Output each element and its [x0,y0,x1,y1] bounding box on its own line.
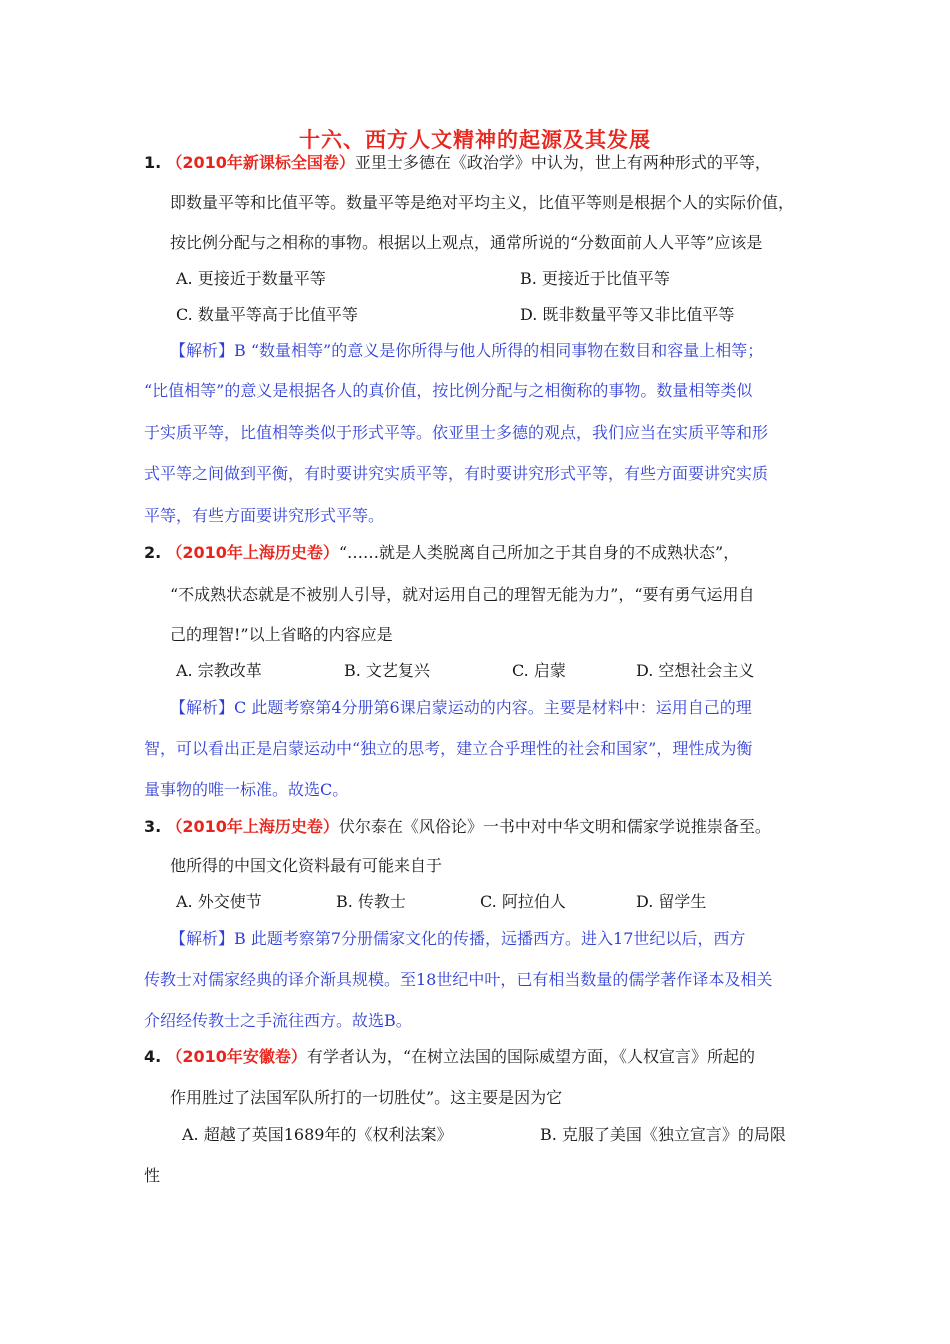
page-title: 十六、西方人文精神的起源及其发展 [299,128,651,152]
question-stem: “……就是人类脱离自己所加之于其自身的不成熟状态”， [338,543,740,562]
question-stem: 有学者认为，“在树立法国的国际威望方面，《人权宣言》所起的 [306,1047,756,1066]
analysis-tag: 【解析】 [170,929,235,948]
question-source: （2010年上海历史卷） [166,817,339,836]
question-stem: “不成熟状态就是不被别人引导，就对运用自己的理智无能为力”，“要有勇气运用自 [170,585,755,604]
analysis-text: B “数量相等”的意义是你所得与他人所得的相同事物在数目和容量上相等； [234,341,764,360]
question-1-line-1 [144,152,771,174]
question-number: 4. [144,1047,162,1066]
option-b: B. 传教士 [336,892,406,911]
analysis-line [170,340,763,362]
option-d: D. 空想社会主义 [636,661,755,680]
analysis-text: B 此题考察第7分册儒家文化的传播，远播西方。进入17世纪以后，西方 [234,929,746,948]
question-4-line-1 [144,1046,755,1068]
question-source: （2010年新课标全国卷） [166,153,355,172]
option-a: A. 外交使节 [176,892,262,911]
option-d: D. 留学生 [636,892,707,911]
question-stem: 伏尔泰在《风俗论》一书中对中华文明和儒家学说推崇备至。 [338,817,771,836]
question-source: （2010年安徽卷） [166,1047,307,1066]
option-d: D. 既非数量平等又非比值平等 [520,305,735,324]
question-stem: 亚里士多德在《政治学》中认为，世上有两种形式的平等， [354,153,771,172]
option-b: B. 克服了美国《独立宣言》的局限 [540,1125,786,1144]
option-c: C. 阿拉伯人 [480,892,566,911]
question-stem: 即数量平等和比值平等。数量平等是绝对平均主义，比值平等则是根据个人的实际价值， [170,193,795,212]
analysis-text: 于实质平等，比值相等类似于形式平等。依亚里士多德的观点，我们应当在实质平等和形 [144,423,769,442]
analysis-line [170,928,745,950]
option-a: A. 更接近于数量平等 [176,269,326,288]
question-stem: 他所得的中国文化资料最有可能来自于 [170,856,443,875]
question-number: 2. [144,543,162,562]
option-c: C. 启蒙 [512,661,566,680]
analysis-line [170,697,752,719]
question-stem: 作用胜过了法国军队所打的一切胜仗”。这主要是因为它 [170,1088,563,1107]
question-number: 3. [144,817,162,836]
question-source: （2010年上海历史卷） [166,543,339,562]
question-stem: 按比例分配与之相称的事物。根据以上观点，通常所说的“分数面前人人平等”应该是 [170,233,763,252]
option-b: B. 文艺复兴 [344,661,430,680]
analysis-text: 智，可以看出正是启蒙运动中“独立的思考，建立合乎理性的社会和国家”，理性成为衡 [144,739,753,758]
question-stem: 己的理智!”以上省略的内容应是 [170,625,393,644]
analysis-text: C 此题考察第4分册第6课启蒙运动的内容。主要是材料中：运用自己的理 [234,698,752,717]
analysis-text: 介绍经传教士之手流往西方。故选B。 [144,1011,412,1030]
option-b: B. 更接近于比值平等 [520,269,670,288]
option-c: C. 数量平等高于比值平等 [176,305,358,324]
option-a: A. 超越了英国1689年的《权利法案》 [182,1125,453,1144]
option-b-continuation: 性 [144,1166,161,1185]
analysis-text: 量事物的唯一标准。故选C。 [144,780,349,799]
analysis-text: 平等，有些方面要讲究形式平等。 [144,506,385,525]
question-2-line-1 [144,542,739,564]
question-number: 1. [144,153,162,172]
analysis-text: 式平等之间做到平衡，有时要讲究实质平等，有时要讲究形式平等，有些方面要讲究实质 [144,464,769,483]
option-a: A. 宗教改革 [176,661,262,680]
question-3-line-1 [144,816,771,838]
analysis-tag: 【解析】 [170,341,235,360]
analysis-text: “比值相等”的意义是根据各人的真价值，按比例分配与之相衡称的事物。数量相等类似 [144,381,753,400]
analysis-tag: 【解析】 [170,698,235,717]
analysis-text: 传教士对儒家经典的译介渐具规模。至18世纪中叶，已有相当数量的儒学著作译本及相关 [144,970,773,989]
